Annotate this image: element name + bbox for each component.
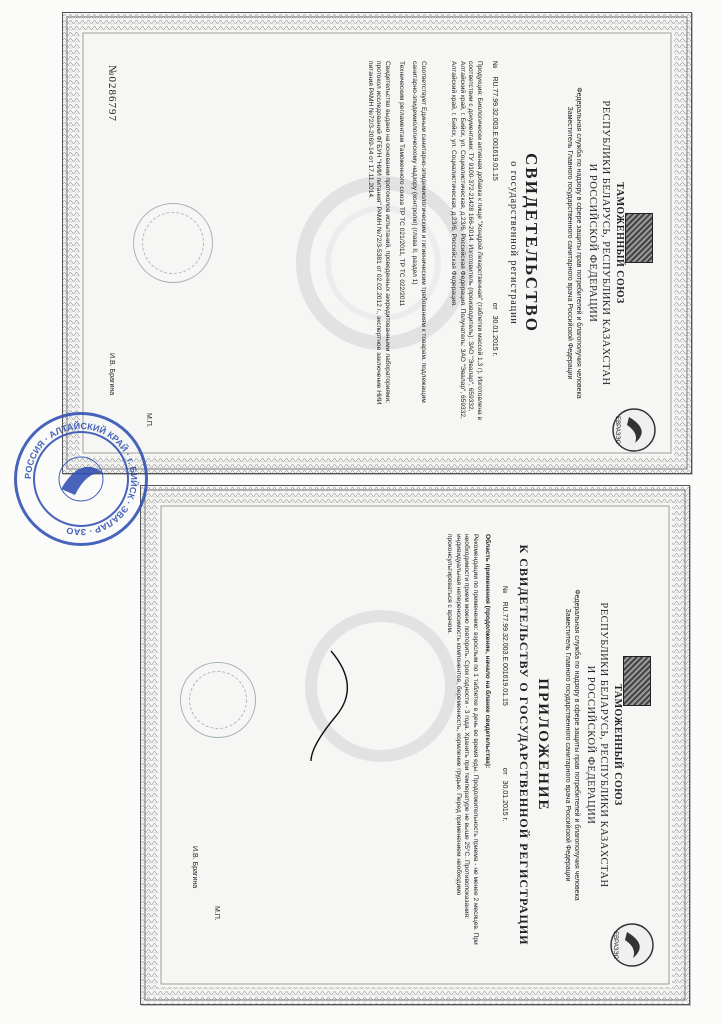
republics-line-2: И РОССИЙСКОЙ ФЕДЕРАЦИИ (585, 665, 596, 825)
certificate-number-row (500, 586, 509, 964)
date-label: от (491, 302, 498, 310)
republics-line-1: РЕСПУБЛИКИ БЕЛАРУСЬ, РЕСПУБЛИКИ КАЗАХСТАН (600, 100, 611, 386)
scope-body: Рекомендации по применению: взрослым по 1 таблетке в день во время еды. Продолжительность приема - не менее 2 месяцев. При необходимости прием можно повторить. Срок годности - 3 года. Хранить при температуре не выше 25°С. Противопоказания: индивидуальная непереносимость компонентов, беременность, кормление грудью. Перед применением необходимо проконсультироваться с врачом. (446, 534, 479, 945)
certificate-date: 30.01.2015 г. (491, 315, 498, 357)
union-heading: ТАМОЖЕННЫЙ СОЮЗ (612, 684, 623, 806)
svg-text:РОССИЯ · АЛТАЙСКИЙ КРАЙ · г. Б: РОССИЯ · АЛТАЙСКИЙ КРАЙ · г. БИЙСК · ЭВАЛАР · ЗАО (22, 420, 140, 538)
mp-mark: М.П. (213, 906, 220, 921)
signer-name: И.В. Брагина (191, 846, 198, 889)
hologram-icon (625, 213, 653, 263)
official-seal (133, 203, 213, 283)
official-seal (180, 662, 256, 738)
agency-line-2: Заместитель Главного государственного санитарного врача Российской Федерации (564, 608, 571, 882)
certificate-number: RU.77.99.32.003.Е.001619.01.15 (501, 601, 508, 706)
svg-text:ЕВРАЗЭС: ЕВРАЗЭС (612, 931, 618, 959)
scope-heading: Область применения (продолжение, начало на бланке свидетельства): (484, 534, 491, 769)
agency-line-1: Федеральная служба по надзору в сфере защиты прав потребителей и благополучия человека (573, 589, 580, 901)
hologram-icon (623, 656, 651, 706)
number-label: № (501, 586, 508, 594)
appendix-subtitle: К СВИДЕТЕЛЬСТВУ О ГОСУДАРСТВЕННОЙ РЕГИСТРАЦИИ (517, 544, 531, 946)
conformity-text: Соответствует Единым санитарно-эпидемиологическим и гигиеническим требованиям к товарам, подлежащим санитарно-эпидемиологическому надзору (контролю) (глава II, раздел 1) (411, 61, 427, 403)
number-label: № (491, 61, 498, 69)
company-stamp (14, 412, 148, 546)
agency-line-2: Заместитель Главного государственного санитарного врача Российской Федерации (566, 106, 573, 380)
certificate-number: RU.77.99.32.003.Е.001619.01.15 (491, 76, 498, 181)
republics-line-2: И РОССИЙСКОЙ ФЕДЕРАЦИИ (587, 163, 598, 323)
union-heading: ТАМОЖЕННЫЙ СОЮЗ (614, 182, 625, 304)
stamp-ring-text (17, 415, 145, 543)
product-description: Продукция: Биологически активная добавка к пище "Хондрой Лекарственная" (таблетки массой 1,3 г). Изготовлена в соответствии с документами: ТУ 9100-372-21428 166-2014. Изготовитель (производитель): ЗАО "Эвалар", 659332, Алтайский край, г. Бийск, ул. Социалистическая, д.23/6, Российская Федерация. Получатель: ЗАО "Эвалар", 659332, Алтайский край, г. Бийск, ул. Социалистическая, д.23/6, Российская Федерация. (450, 61, 483, 420)
signer-text: И.В. Брагина (108, 353, 115, 396)
certificate-sheet (62, 12, 692, 474)
appendix-sheet (140, 485, 690, 1005)
signer-name (105, 353, 123, 395)
appendix-title: ПРИЛОЖЕНИЕ (535, 678, 551, 812)
certificate-date: 30.01.2015 г. (501, 780, 508, 822)
certificate-subtitle: о государственной регистрации (508, 161, 519, 325)
certificate-title: СВИДЕТЕЛЬСТВО (522, 153, 541, 333)
date-label: от (501, 767, 508, 775)
serial-number: №0286797 (106, 65, 118, 122)
regulation-text: Техническим регламентам Таможенного союза ТР ТС 021/2011, ТР ТС 022/2011 (398, 61, 405, 307)
republics-line-1: РЕСПУБЛИКИ БЕЛАРУСЬ, РЕСПУБЛИКИ КАЗАХСТАН (598, 602, 609, 888)
handwritten-line (281, 646, 371, 766)
agency-line-1: Федеральная служба по надзору в сфере защиты прав потребителей и благополучия человека (575, 87, 582, 399)
svg-text:ЕВРАЗЭС: ЕВРАЗЭС (614, 416, 620, 444)
certificate-number-row (490, 61, 499, 433)
basis-text: Свидетельство выдано на основании протоколов испытаний, проведенных аккредитованными лабораториями; протокол исследований ФГБУН "НИИ питания" РАМН №72/3-5381 от 02.02.2012 г., экспертное заключение НИИ питания РАМН №72/3-2069-14 от 17.11.2014. (366, 61, 391, 405)
mp-mark: М.П. (145, 413, 152, 428)
